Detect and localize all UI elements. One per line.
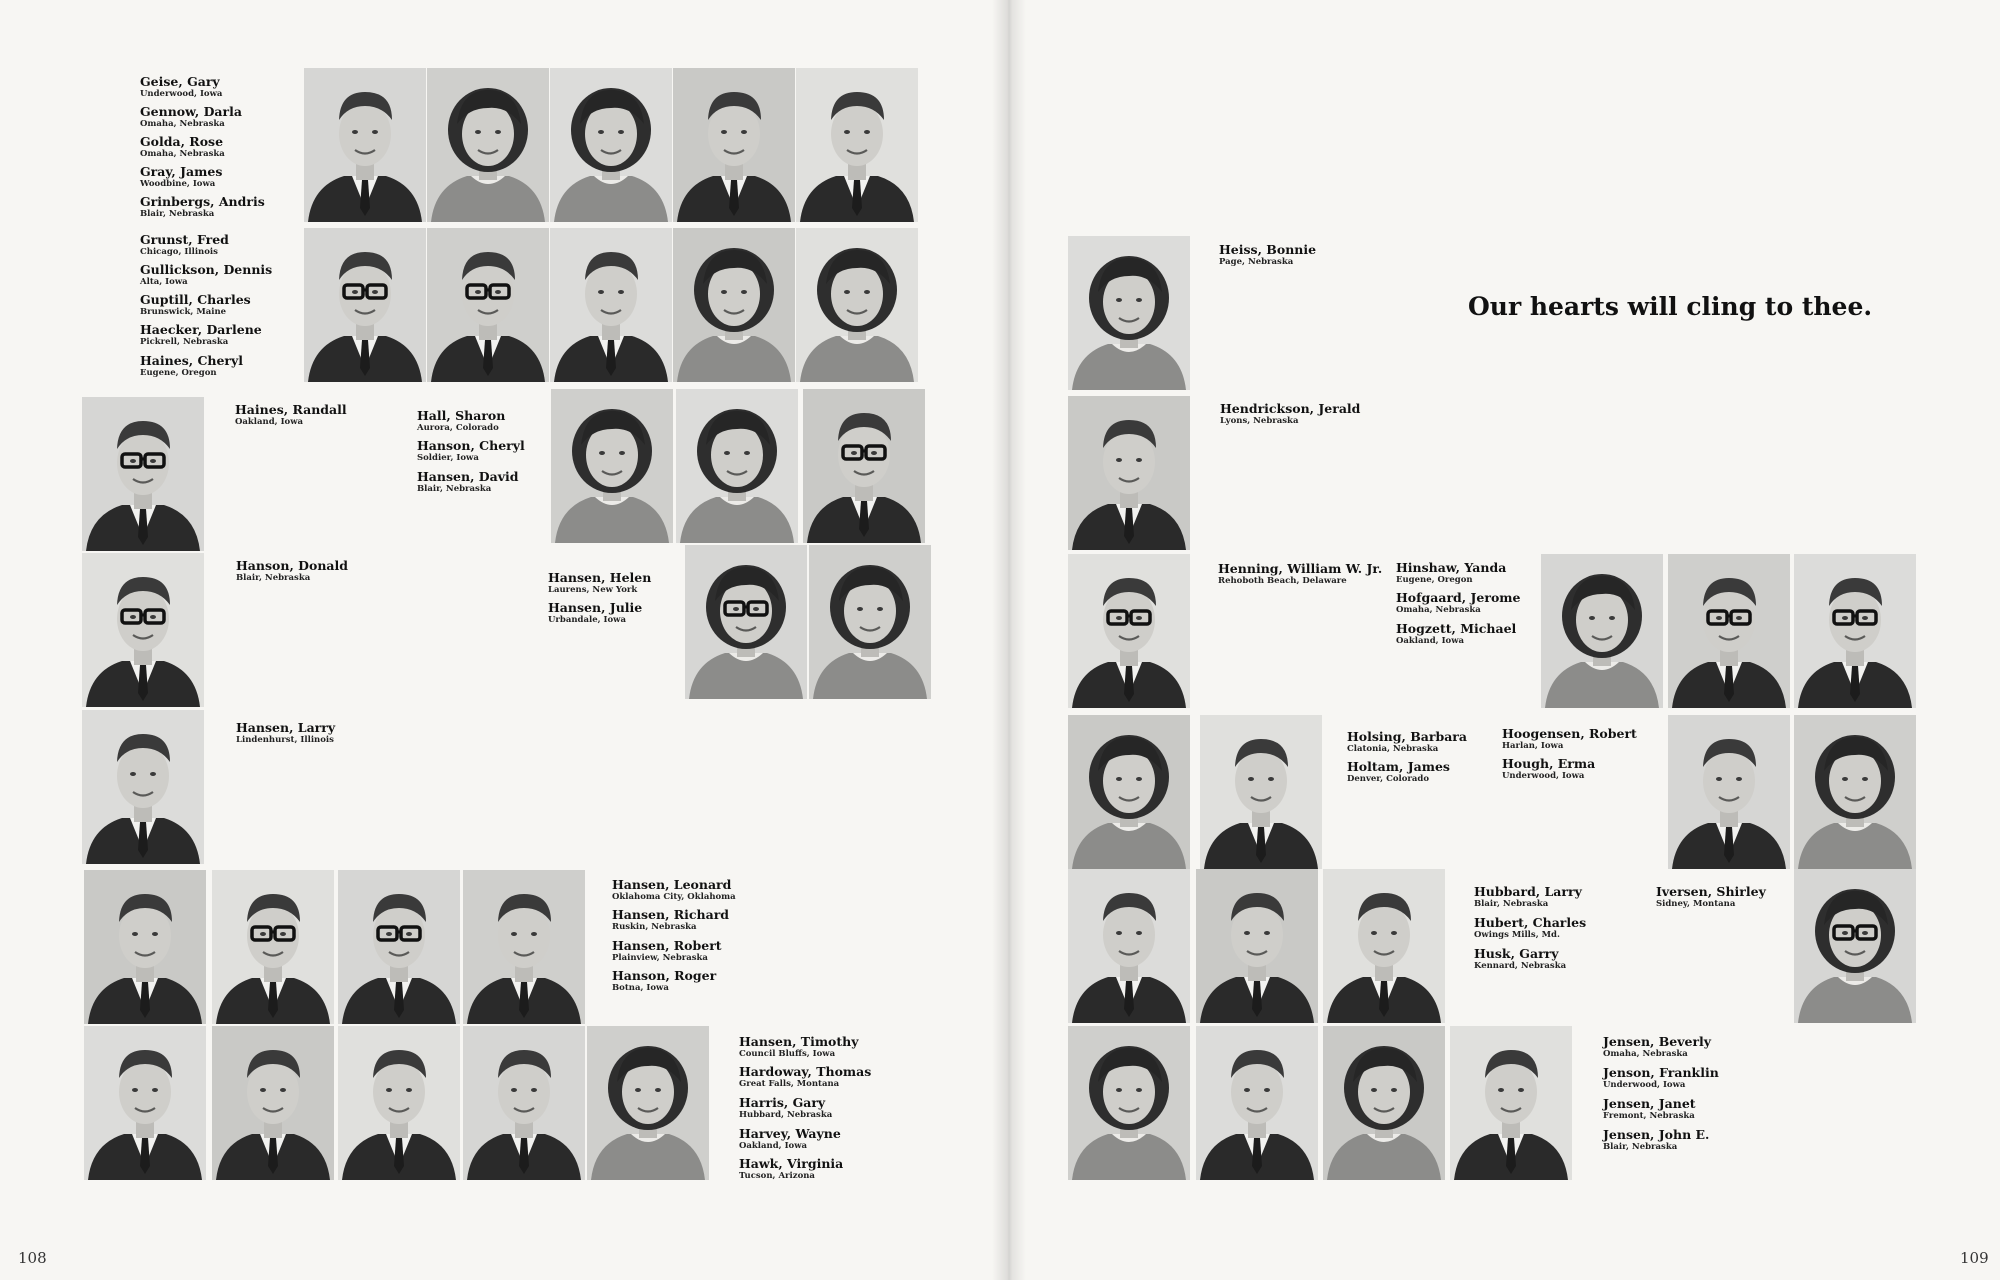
portrait-photo <box>796 228 918 382</box>
student-name-entry <box>140 294 251 316</box>
portrait-photo <box>685 545 807 699</box>
student-name: Hansen, Helen <box>548 570 652 585</box>
student-hometown: Soldier, Iowa <box>417 452 479 463</box>
student-name: Hansen, Richard <box>612 907 730 922</box>
student-hometown: Blair, Nebraska <box>417 483 492 494</box>
portrait-photo <box>1196 869 1318 1023</box>
portrait-photo <box>1323 1026 1445 1180</box>
student-hometown: Woodbine, Iowa <box>140 178 216 189</box>
student-name-entry <box>612 909 729 931</box>
student-name: Hansen, Leonard <box>612 877 732 892</box>
student-name-entry <box>739 1036 859 1058</box>
student-name: Jenson, Franklin <box>1603 1065 1719 1080</box>
student-name: Hall, Sharon <box>417 408 506 423</box>
portrait-photo <box>212 870 334 1024</box>
student-hometown: Oakland, Iowa <box>739 1140 808 1151</box>
student-name: Jensen, John E. <box>1603 1127 1710 1142</box>
student-hometown: Botna, Iowa <box>612 982 669 993</box>
portrait-photo <box>673 228 795 382</box>
student-hometown: Blair, Nebraska <box>1603 1141 1678 1152</box>
portrait-photo <box>551 389 673 543</box>
portrait-photo <box>212 1026 334 1180</box>
student-name: Hanson, Cheryl <box>417 438 525 453</box>
student-name-entry <box>1396 562 1506 584</box>
student-name: Hansen, David <box>417 469 519 484</box>
student-name-entry <box>739 1158 843 1180</box>
student-hometown: Oakland, Iowa <box>1396 635 1465 646</box>
student-name: Guptill, Charles <box>140 292 251 307</box>
portrait-photo <box>1323 869 1445 1023</box>
student-name-entry <box>140 136 225 158</box>
portrait-photo <box>304 68 426 222</box>
student-name-entry <box>140 234 229 256</box>
student-name: Gullickson, Dennis <box>140 262 273 277</box>
student-name-entry <box>612 940 722 962</box>
student-name-entry <box>1220 403 1360 425</box>
portrait-photo <box>1068 396 1190 550</box>
student-name: Gennow, Darla <box>140 104 242 119</box>
student-name: Hansen, Timothy <box>739 1034 859 1049</box>
portrait-photo <box>809 545 931 699</box>
student-hometown: Laurens, New York <box>548 584 638 595</box>
student-hometown: Clatonia, Nebraska <box>1347 743 1439 754</box>
portrait-photo <box>1068 869 1190 1023</box>
portrait-photo <box>84 1026 206 1180</box>
student-name: Hogzett, Michael <box>1396 621 1517 636</box>
student-name-entry <box>417 410 505 432</box>
student-name: Hardoway, Thomas <box>739 1064 872 1079</box>
student-name: Hawk, Virginia <box>739 1156 844 1171</box>
student-hometown: Omaha, Nebraska <box>140 118 225 129</box>
page-number-right: 109 <box>1960 1249 1989 1267</box>
student-name: Grunst, Fred <box>140 232 229 247</box>
page-motto: Our hearts will cling to thee. <box>1468 292 1873 321</box>
student-name-entry <box>140 106 242 128</box>
student-name-entry <box>1219 244 1316 266</box>
student-name: Hansen, Larry <box>236 720 336 735</box>
student-name: Geise, Gary <box>140 74 220 89</box>
student-name-entry <box>1603 1098 1696 1120</box>
student-hometown: Fremont, Nebraska <box>1603 1110 1695 1121</box>
portrait-photo <box>82 397 204 551</box>
portrait-photo <box>1450 1026 1572 1180</box>
student-name-entry <box>612 970 716 992</box>
page-gutter <box>992 0 1026 1280</box>
student-name-entry <box>1347 761 1450 783</box>
portrait-photo <box>304 228 426 382</box>
student-name-entry <box>235 404 347 426</box>
student-name-entry <box>1474 886 1582 908</box>
portrait-photo <box>1200 715 1322 869</box>
student-hometown: Urbandale, Iowa <box>548 614 626 625</box>
portrait-photo <box>84 870 206 1024</box>
student-name-entry <box>1502 758 1595 780</box>
student-hometown: Tucson, Arizona <box>739 1170 815 1181</box>
student-name: Hough, Erma <box>1502 756 1596 771</box>
student-hometown: Harlan, Iowa <box>1502 740 1564 751</box>
student-name-entry <box>236 722 335 744</box>
student-name-entry <box>1603 1036 1711 1058</box>
student-name-entry <box>140 166 222 188</box>
student-name: Jensen, Janet <box>1603 1096 1696 1111</box>
student-hometown: Plainview, Nebraska <box>612 952 708 963</box>
student-name: Hubert, Charles <box>1474 915 1587 930</box>
student-name-entry <box>1396 623 1516 645</box>
student-name: Haines, Randall <box>235 402 347 417</box>
portrait-photo <box>463 870 585 1024</box>
student-hometown: Kennard, Nebraska <box>1474 960 1567 971</box>
student-name: Grinbergs, Andris <box>140 194 265 209</box>
portrait-photo <box>427 68 549 222</box>
student-hometown: Lindenhurst, Illinois <box>236 734 334 745</box>
student-name: Harvey, Wayne <box>739 1126 841 1141</box>
student-name-entry <box>1474 948 1566 970</box>
student-name-entry <box>140 76 222 98</box>
student-name: Holtam, James <box>1347 759 1450 774</box>
student-name: Heiss, Bonnie <box>1219 242 1317 257</box>
student-name: Golda, Rose <box>140 134 224 149</box>
portrait-photo <box>550 68 672 222</box>
student-hometown: Eugene, Oregon <box>140 367 217 378</box>
page-number-left: 108 <box>18 1249 47 1267</box>
portrait-photo <box>676 389 798 543</box>
portrait-photo <box>338 870 460 1024</box>
student-hometown: Brunswick, Maine <box>140 306 227 317</box>
student-name-entry <box>1603 1129 1709 1151</box>
student-hometown: Omaha, Nebraska <box>1603 1048 1688 1059</box>
student-name-entry <box>417 440 525 462</box>
student-hometown: Underwood, Iowa <box>1603 1079 1686 1090</box>
student-hometown: Eugene, Oregon <box>1396 574 1473 585</box>
portrait-photo <box>82 710 204 864</box>
student-name-entry <box>1347 731 1467 753</box>
student-name-entry <box>739 1066 871 1088</box>
student-name: Holsing, Barbara <box>1347 729 1467 744</box>
portrait-photo <box>550 228 672 382</box>
student-name-entry <box>612 879 736 901</box>
student-name: Hinshaw, Yanda <box>1396 560 1507 575</box>
portrait-photo <box>803 389 925 543</box>
portrait-photo <box>673 68 795 222</box>
student-hometown: Owings Mills, Md. <box>1474 929 1560 940</box>
portrait-photo <box>1068 554 1190 708</box>
portrait-photo <box>1068 1026 1190 1180</box>
student-name: Husk, Garry <box>1474 946 1559 961</box>
student-name: Hansen, Julie <box>548 600 643 615</box>
portrait-photo <box>1068 236 1190 390</box>
student-hometown: Omaha, Nebraska <box>140 148 225 159</box>
student-hometown: Blair, Nebraska <box>1474 898 1549 909</box>
student-name: Hoogensen, Robert <box>1502 726 1637 741</box>
portrait-photo <box>1196 1026 1318 1180</box>
student-name: Hansen, Robert <box>612 938 722 953</box>
student-hometown: Blair, Nebraska <box>236 572 311 583</box>
student-name: Harris, Gary <box>739 1095 826 1110</box>
student-name-entry <box>1396 592 1520 614</box>
student-name: Hendrickson, Jerald <box>1220 401 1361 416</box>
student-hometown: Omaha, Nebraska <box>1396 604 1481 615</box>
portrait-photo <box>82 553 204 707</box>
student-hometown: Sidney, Montana <box>1656 898 1736 909</box>
student-name-entry <box>548 602 642 624</box>
student-name-entry <box>1474 917 1586 939</box>
student-hometown: Aurora, Colorado <box>417 422 499 433</box>
student-name: Haines, Cheryl <box>140 353 244 368</box>
student-hometown: Oklahoma City, Oklahoma <box>612 891 736 902</box>
student-hometown: Lyons, Nebraska <box>1220 415 1299 426</box>
student-name-entry <box>1218 563 1382 585</box>
student-name-entry <box>140 355 243 377</box>
student-name: Jensen, Beverly <box>1603 1034 1712 1049</box>
student-name-entry <box>548 572 651 594</box>
student-name: Hubbard, Larry <box>1474 884 1582 899</box>
portrait-photo <box>1794 715 1916 869</box>
student-hometown: Hubbard, Nebraska <box>739 1109 833 1120</box>
student-hometown: Underwood, Iowa <box>1502 770 1585 781</box>
student-hometown: Alta, Iowa <box>140 276 188 287</box>
student-name: Iversen, Shirley <box>1656 884 1766 899</box>
student-hometown: Underwood, Iowa <box>140 88 223 99</box>
student-hometown: Oakland, Iowa <box>235 416 304 427</box>
student-name: Hanson, Donald <box>236 558 349 573</box>
student-name: Hofgaard, Jerome <box>1396 590 1521 605</box>
portrait-photo <box>338 1026 460 1180</box>
student-name-entry <box>140 324 262 346</box>
student-hometown: Ruskin, Nebraska <box>612 921 697 932</box>
portrait-photo <box>1794 554 1916 708</box>
student-name-entry <box>140 264 272 286</box>
student-hometown: Page, Nebraska <box>1219 256 1294 267</box>
portrait-photo <box>587 1026 709 1180</box>
student-hometown: Pickrell, Nebraska <box>140 336 229 347</box>
portrait-photo <box>1668 715 1790 869</box>
student-name-entry <box>1656 886 1766 908</box>
student-name-entry <box>236 560 348 582</box>
student-hometown: Rehoboth Beach, Delaware <box>1218 575 1347 586</box>
portrait-photo <box>1068 715 1190 869</box>
student-hometown: Council Bluffs, Iowa <box>739 1048 836 1059</box>
student-hometown: Chicago, Illinois <box>140 246 218 257</box>
student-name-entry <box>739 1097 832 1119</box>
portrait-photo <box>796 68 918 222</box>
portrait-photo <box>1541 554 1663 708</box>
portrait-photo <box>1794 869 1916 1023</box>
portrait-photo <box>463 1026 585 1180</box>
student-hometown: Blair, Nebraska <box>140 208 215 219</box>
student-name: Gray, James <box>140 164 223 179</box>
portrait-photo <box>1668 554 1790 708</box>
student-hometown: Denver, Colorado <box>1347 773 1430 784</box>
student-name-entry <box>1603 1067 1719 1089</box>
student-name-entry <box>739 1128 841 1150</box>
portrait-photo <box>427 228 549 382</box>
student-name-entry <box>140 196 265 218</box>
student-name-entry <box>417 471 518 493</box>
student-name: Hanson, Roger <box>612 968 717 983</box>
student-name: Haecker, Darlene <box>140 322 262 337</box>
student-hometown: Great Falls, Montana <box>739 1078 840 1089</box>
student-name-entry <box>1502 728 1637 750</box>
student-name: Henning, William W. Jr. <box>1218 561 1383 576</box>
